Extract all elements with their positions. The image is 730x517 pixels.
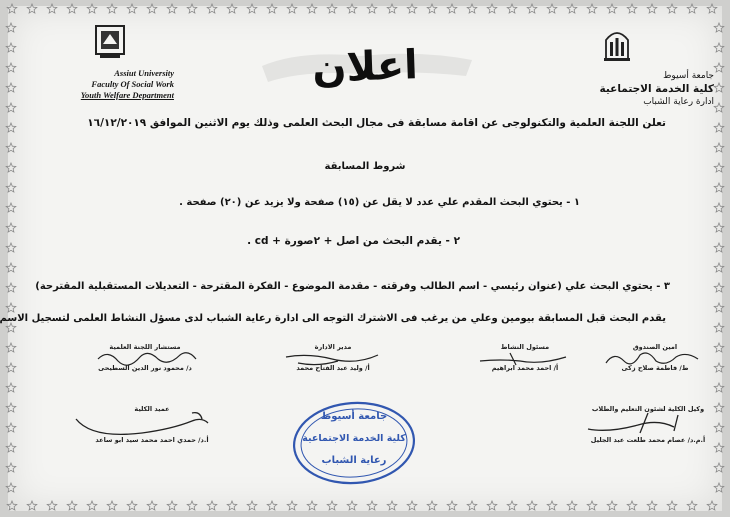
signature-director <box>278 343 388 373</box>
stamp-line-2: كلية الخدمة الاجتماعية <box>302 433 406 444</box>
signature-vice-dean <box>578 405 718 445</box>
signatory-title: عميد الكلية <box>134 405 170 413</box>
university-logo-icon <box>602 24 632 62</box>
signature-treasurer <box>600 343 710 373</box>
handwritten-signature <box>84 347 206 371</box>
signatory-name: ط/ فاطمة صلاح زكى <box>621 364 689 372</box>
signatory-name: أ/ وليد عبد الفتاح محمد <box>296 364 370 372</box>
condition-3: ٣ - يحتوي البحث علي (عنوان رئيسي - اسم الطالب وفرقته - مقدمة الموضوع - الفكرة المقترحة - التعديلات المستقبلية المقترحة) <box>35 281 670 292</box>
faculty-name-en: Faculty Of Social Work <box>91 79 174 89</box>
signatory-title: وكيل الكلية لشئون التعليم والطلاب <box>591 405 705 413</box>
department-name-ar: ادارة رعاية الشباب <box>643 97 714 107</box>
stamp-line-1: جامعة أسيوط <box>320 411 388 422</box>
youth-welfare-stamp <box>290 400 418 486</box>
title-banner <box>240 36 490 96</box>
signature-dean <box>72 405 232 445</box>
handwritten-signature <box>470 347 580 371</box>
condition-2: ٢ - يقدم البحث من اصل + ٢صورة + cd . <box>247 235 460 247</box>
announcement-text: تعلن اللجنة العلمية والتكنولوجى عن اقامة مسابقة فى مجال البحث العلمى وذلك يوم الاثنين الموافق ١٦/١٢/٢٠١٩ <box>87 117 666 129</box>
handwritten-signature <box>600 347 710 371</box>
signatory-name: أ.د/ حمدي احمد محمد سيد ابو ساعد <box>95 436 209 444</box>
university-name-ar: جامعة أسيوط <box>663 71 714 81</box>
stamp-line-3: رعاية الشباب <box>321 455 387 466</box>
header-arabic <box>564 70 714 108</box>
signatory-name: أ.م.د/ عصام محمد طلعت عبد الجليل <box>590 436 706 444</box>
condition-1: ١ - يحتوي البحث المقدم علي عدد لا يقل عن (١٥) صفحة ولا يزيد عن (٢٠) صفحة . <box>179 197 580 208</box>
submission-note: يقدم البحث قبل المسابقة بيومين وعلي من يرغب فى الاشترك التوجه الى ادارة رعاية الشباب لدى مسؤل النشاط العلمى لتسجيل الاسم <box>0 313 666 324</box>
handwritten-signature <box>278 347 388 371</box>
signatory-title: مستشار اللجنة العلمية <box>109 343 181 351</box>
signatory-title: مدير الادارة <box>314 343 352 351</box>
signatory-title: امين الصندوق <box>632 343 678 351</box>
announcement-title: اعلان <box>311 42 419 92</box>
handwritten-signature <box>72 409 232 441</box>
signatory-name: أ/ احمد محمد ابراهيم <box>491 364 559 372</box>
handwritten-signature <box>578 409 718 439</box>
department-name-en: Youth Welfare Department <box>80 90 174 100</box>
university-name-en: Assiut University <box>114 68 174 78</box>
signatory-name: د/ محمود نور الدين السطيحى <box>98 364 192 372</box>
header-english <box>52 68 174 101</box>
signatory-title: مسئول النشاط <box>500 343 550 351</box>
signature-activity-officer <box>470 343 580 373</box>
faculty-name-ar: كلية الخدمة الاجتماعية <box>599 83 714 95</box>
signature-advisor <box>84 343 206 373</box>
conditions-title: شروط المسابقة <box>324 161 406 172</box>
faculty-logo-icon <box>94 24 126 60</box>
